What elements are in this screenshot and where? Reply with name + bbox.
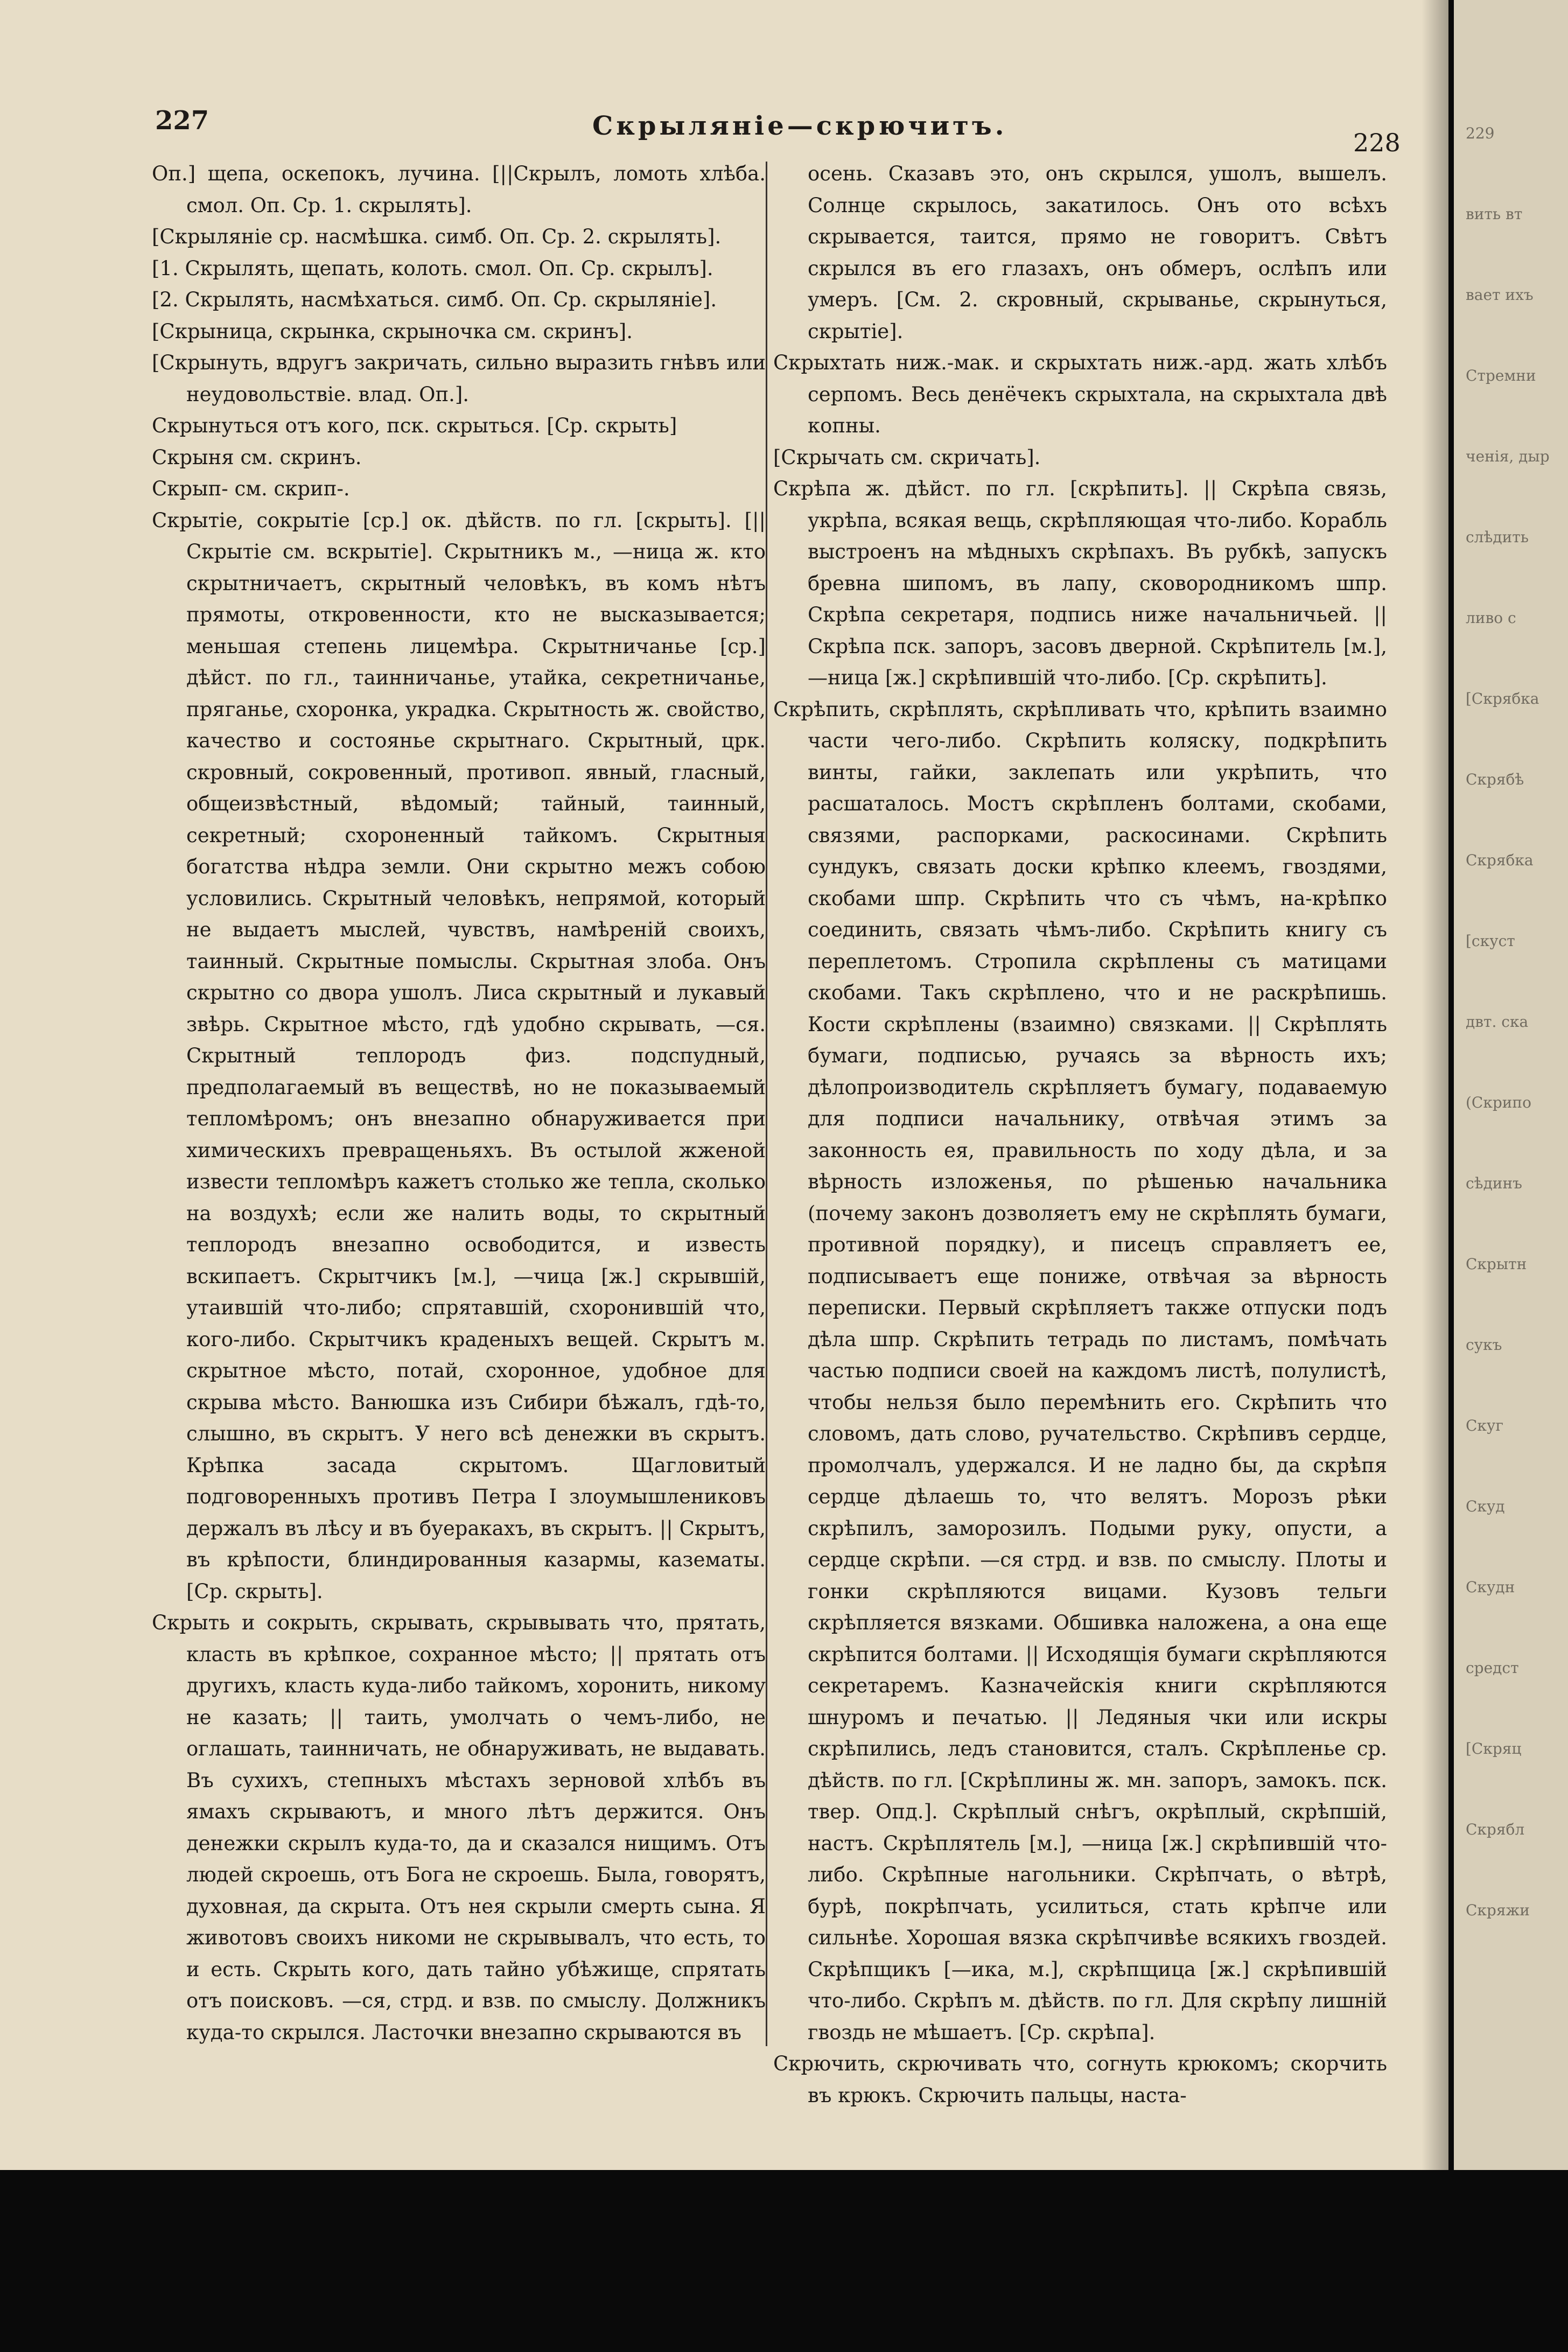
next-page-fragment: [Скрябка xyxy=(1466,690,1539,708)
entry-skryt-cont: осень. Сказавъ это, онъ скрылся, ушолъ, вышелъ. Солнце скрылось, закатилось. Онъ ото всѣхъ скрывается, таится, прямо не говоритъ. Свѣтъ скрылся въ его глазахъ, онъ обмеръ, ослѣпъ или умеръ. [См. 2. скровный, скрыванье, скрынуться, скрытіе]. xyxy=(808,162,1387,343)
next-page-fragment: Скрябка xyxy=(1466,851,1534,869)
next-page-fragment: Стремни xyxy=(1466,367,1536,384)
next-page-edge xyxy=(1454,0,1568,2170)
next-page-fragment: [скуст xyxy=(1466,932,1515,950)
entry-skryl-cont: Оп.] щепа, оскепокъ, лучина. [||Скрылъ, ломоть хлѣба. смол. Оп. Ср. 1. скрылять]. xyxy=(152,162,766,217)
next-page-fragment: ливо с xyxy=(1466,609,1516,627)
entry-skrylyat-1: [1. Скрылять, щепать, колоть. смол. Оп. Ср. скрылъ]. xyxy=(152,256,713,280)
entry-skryt: Скрыть и сокрыть, скрывать, скрывывать что, прятать, класть въ крѣпкое, сохранное мѣсто; || прятать отъ другихъ, класть куда-либо тайкомъ, хоронить, никому не казать; || таить, умолчать о чемъ-либо, не оглашать, таинничать, не обнаруживать, не выдавать. Въ сухихъ, степныхъ мѣстахъ зерновой хлѣбъ въ ямахъ скрываютъ, и много лѣтъ держится. Онъ денежки скрылъ куда-то, да и сказался нищимъ. Отъ людей скроешь, отъ Бога не скроешь. Была, говорятъ, духовная, да скрыта. Отъ нея скрыли смерть сына. Я животовъ своихъ никоми не скрывывалъ, что есть, то и есть. Скрыть кого, дать тайно убѣжище, спрятать отъ поисковъ. —ся, стрд. и взв. по смыслу. Должникъ куда-то скрылся. Ласточки внезапно скрываются въ xyxy=(152,1611,766,2044)
next-page-fragment: [Скряц xyxy=(1466,1740,1522,1758)
entry-skrepit: Скрѣпить, скрѣплять, скрѣпливать что, крѣпить взаимно части чего-либо. Скрѣпить коляску, подкрѣпить винты, гайки, заклепать или укрѣпить, что расшаталось. Мостъ скрѣпленъ болтами, скобами, связями, распорками, раскосинами. Скрѣпить сундукъ, связать доски крѣпко клеемъ, гвоздями, скобами шпр. Скрѣпить что съ чѣмъ, на-крѣпко соединить, связать чѣмъ-либо. Скрѣпить книгу съ переплетомъ. Стропила скрѣплены съ матицами скобами. Такъ скрѣплено, что и не раскрѣпишь. Кости скрѣплены (взаимно) связками. || Скрѣплять бумаги, подписью, ручаясь за вѣрность ихъ; дѣлопроизводитель скрѣпляетъ бумагу, подаваемую для подписи начальнику, отвѣчая этимъ за законность ея, правильность по ходу дѣла, и за вѣрность изложенья, по рѣшенью начальника (почему законъ дозволяетъ ему не скрѣплять бумаги, противной порядку), и писецъ справляетъ ее, подписываетъ еще пониже, отвѣчая за вѣрность переписки. Первый скрѣпляетъ также отпуски подъ дѣла шпр. Скрѣпить тетрадь по листамъ, помѣчать частью подписи своей на каждомъ листѣ, полулистѣ, чтобы нельзя было перемѣнить его. Скрѣпить что словомъ, дать слово, ручательство. Скрѣпивъ сердце, промолчалъ, удержался. И не ладно бы, да скрѣпя сердце дѣлаешь то, что велятъ. Морозъ рѣки скрѣпилъ, заморозилъ. Подыми руку, опусти, а сердце скрѣпи. —ся стрд. и взв. по смыслу. Плоты и гонки скрѣпляются вицами. Кузовъ тельги скрѣпляется вязками. Обшивка наложена, а она еще скрѣпится болтами. || Исходящія бумаги скрѣпляются секретаремъ. Казначейскія книги скрѣпляются шнуромъ и печатью. || Ледяныя чки или искры скрѣпились, ледъ становится, сталъ. Скрѣпленье ср. дѣйств. по гл. [Скрѣплины ж. мн. запоръ, замокъ. пск. твер. Опд.]. Скрѣплый снѣгъ, окрѣплый, скрѣпшій, настъ. Скрѣплятель [м.], —ница [ж.] скрѣпившій что-либо. Скрѣпные нагольники. Скрѣпчать, о вѣтрѣ, бурѣ, покрѣпчать, усилиться, стать крѣпче или сильнѣе. Хорошая вязка скрѣпчивѣе всякихъ гвоздей. Скрѣпщикъ [—ика, м.], скрѣпщица [ж.] скрѣпившій что-либо. Скрѣпъ м. дѣйств. по гл. Для скрѣпу лишній гвоздь не мѣшаетъ. [Ср. скрѣпа]. xyxy=(773,697,1387,2044)
page-number-right: 228 xyxy=(1353,128,1401,157)
entry-skryhtat: Скрыхтать ниж.-мак. и скрыхтать ниж.-ард. жать хлѣбъ серпомъ. Весь денёчекъ скрыхтала, на скрыхтала двѣ копны. xyxy=(773,351,1387,437)
entry-skrylyat-2: [2. Скрылять, насмѣхаться. симб. Оп. Ср. скрыляніе]. xyxy=(152,288,717,311)
next-page-fragment: сукъ xyxy=(1466,1336,1502,1354)
next-page-fragment: двт. ска xyxy=(1466,1013,1529,1031)
next-page-fragment: средст xyxy=(1466,1659,1519,1677)
page-number-left: 227 xyxy=(155,106,209,136)
column-divider xyxy=(766,162,767,2046)
next-page-fragment: Скряжи xyxy=(1466,1901,1530,1919)
entry-skryuchit: Скрючить, скрючивать что, согнуть крюкомъ; скорчить въ крюкъ. Скрючить пальцы, наста- xyxy=(773,2052,1387,2107)
next-page-fragment: слѣдить xyxy=(1466,528,1529,546)
entry-skrepa: Скрѣпа ж. дѣйст. по гл. [скрѣпить]. || Скрѣпа связь, укрѣпа, всякая вещь, скрѣпляющая что-либо. Корабль выстроенъ на мѣдныхъ скрѣпахъ. Въ рубкѣ, запускъ бревна шипомъ, въ лапу, сковородникомъ шпр. Скрѣпа секретаря, подпись ниже начальничьей. || Скрѣпа пск. запоръ, засовъ дверной. Скрѣпитель [м.], —ница [ж.] скрѣпившій что-либо. [Ср. скрѣпить]. xyxy=(773,477,1387,689)
entry-skrylyanie: [Скрыляніе ср. насмѣшка. симб. Оп. Ср. 2. скрылять]. xyxy=(152,225,722,248)
next-page-fragment: ченія, дыр xyxy=(1466,447,1550,465)
next-page-fragment: Скуд xyxy=(1466,1497,1505,1515)
next-page-fragment: Скрытн xyxy=(1466,1255,1527,1273)
entry-skrynitsa: [Скрыница, скрынка, скрыночка см. скринъ]. xyxy=(152,319,633,343)
next-page-fragment: 229 xyxy=(1466,124,1495,142)
entry-skryp: Скрып- см. скрип-. xyxy=(152,477,350,500)
page-gutter-shadow xyxy=(1422,0,1454,2170)
next-page-fragment: Скрябл xyxy=(1466,1821,1525,1838)
next-page-fragment: вает ихъ xyxy=(1466,286,1534,304)
next-page-fragment: Скуг xyxy=(1466,1417,1504,1434)
entry-skrynya: Скрыня см. скринъ. xyxy=(152,445,362,469)
next-page-fragment: сѣдинъ xyxy=(1466,1174,1522,1192)
running-title: Скрыляніе—скрючитъ. xyxy=(592,111,1007,141)
next-page-fragment: вить вт xyxy=(1466,205,1523,223)
next-page-fragment: (Скрипо xyxy=(1466,1094,1531,1111)
entry-skrychat: [Скрычать см. скричать]. xyxy=(773,445,1041,469)
entry-skrytie: Скрытіе, сокрытіе [ср.] ок. дѣйств. по гл. [скрыть]. [||Скрытіе см. вскрытіе]. Скрытникъ м., —ница ж. кто скрытничаетъ, скрытный человѣкъ, въ комъ нѣтъ прямоты, откровенности, кто не высказывается; меньшая степень лицемѣра. Скрытничанье [ср.] дѣйст. по гл., таинничанье, утайка, секретничанье, пряганье, схоронка, украдка. Скрытность ж. свойство, качество и состоянье скрытнаго. Скрытный, црк. скровный, сокровенный, противоп. явный, гласный, общеизвѣстный, вѣдомый; тайный, таинный, секретный; схороненный тайкомъ. Скрытныя богатства нѣдра земли. Они скрытно межъ собою условились. Скрытный человѣкъ, непрямой, который не выдаетъ мыслей, чувствъ, намѣреній своихъ, таинный. Скрытные помыслы. Скрытная злоба. Онъ скрытно со двора ушолъ. Лиса скрытный и лукавый звѣрь. Скрытное мѣсто, гдѣ удобно скрывать, —ся. Скрытный теплородъ физ. подспудный, предполагаемый въ веществѣ, но не показываемый тепломѣромъ; онъ внезапно обнаруживается при химическихъ превращеньяхъ. Въ остылой жженой извести тепломѣръ кажетъ столько же тепла, сколько на воздухѣ; если же налить воды, то скрытный теплородъ внезапно освободится, и известь вскипаетъ. Скрытчикъ [м.], —чица [ж.] скрывшій, утаившій что-либо; спрятавшій, схоронившій что, кого-либо. Скрытчикъ краденыхъ вещей. Скрытъ м. скрытное мѣсто, потай, схоронное, удобное для скрыва мѣсто. Ванюшка изъ Сибири бѣжалъ, гдѣ-то, слышно, въ скрытъ. У него всѣ денежки въ скрытъ. Крѣпка засада скрытомъ. Щагловитый подговоренныхъ противъ Петра I злоумышлениковъ держалъ въ лѣсу и въ буеракахъ, въ скрытъ. || Скрытъ, въ крѣпости, блиндированныя казармы, казематы. [Ср. скрыть]. xyxy=(152,508,766,1603)
next-page-fragment: Скрябѣ xyxy=(1466,771,1524,788)
entry-skrynut: [Скрынуть, вдругъ закричать, сильно выразить гнѣвъ или неудовольствіе. влад. Оп.]. xyxy=(152,351,766,406)
next-page-fragment: Скудн xyxy=(1466,1578,1515,1596)
scan-background xyxy=(0,2170,1568,2352)
right-column xyxy=(773,158,1387,2107)
left-column xyxy=(152,158,766,2054)
entry-skrynutsya: Скрынуться отъ кого, пск. скрыться. [Ср. скрыть] xyxy=(152,414,677,437)
